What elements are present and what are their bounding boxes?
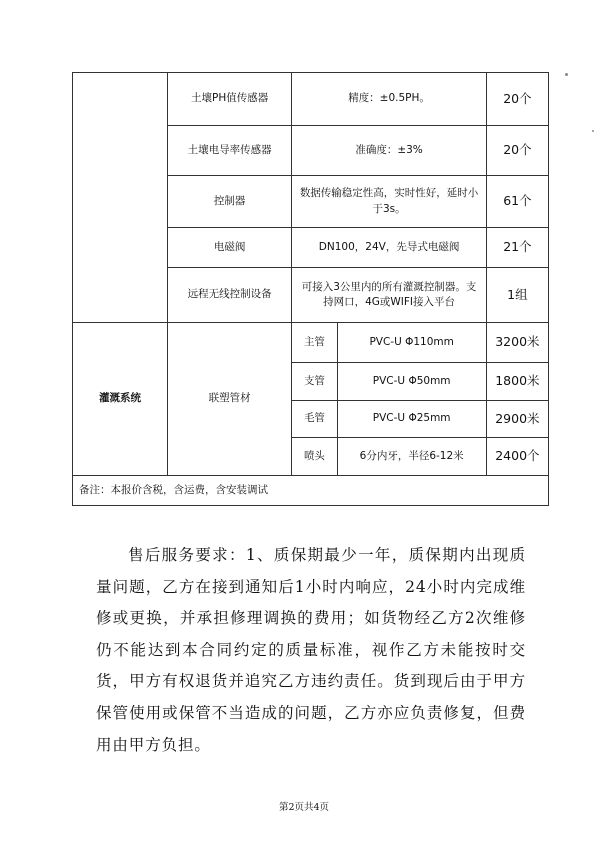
category-irrigation: 灌溉系统 (73, 323, 168, 476)
part-spec: 6分内牙，半径6-12米 (337, 438, 486, 476)
part-spec: PVC-U Φ110mm (337, 323, 486, 363)
scan-speck (592, 130, 594, 132)
item-name: 联塑管材 (167, 323, 291, 476)
item-spec: 数据传输稳定性高，实时性好，延时小于3s。 (292, 176, 486, 228)
part-name: 毛管 (292, 401, 337, 438)
after-sales-paragraph: 售后服务要求：1、质保期最少一年，质保期内出现质量问题，乙方在接到通知后1小时内响应，24小时内完成维修或更换，并承担修理调换的费用；如货物经乙方2次维修仍不能达到本合同约定的质量标准，视作乙方未能按时交货，甲方有权退货并追究乙方违约责任。货到现后由于甲方保管使用或保管不当造成的问题，乙方亦应负责修复，但费用由甲方负担。 (96, 546, 526, 754)
table-note: 备注：本报价含税，含运费，含安装调试 (73, 476, 549, 506)
item-name: 土壤电导率传感器 (167, 126, 291, 176)
item-spec: 准确度：±3% (292, 126, 486, 176)
item-name: 土壤PH值传感器 (167, 73, 291, 126)
part-spec: PVC-U Φ50mm (337, 363, 486, 401)
item-qty: 1组 (486, 268, 548, 323)
table-row (73, 73, 549, 126)
part-name: 喷头 (292, 438, 337, 476)
item-spec: 精度：±0.5PH。 (292, 73, 486, 126)
part-qty: 2900米 (486, 401, 548, 438)
item-qty: 21个 (486, 228, 548, 268)
part-qty: 1800米 (486, 363, 548, 401)
item-qty: 20个 (486, 126, 548, 176)
part-spec: PVC-U Φ25mm (337, 401, 486, 438)
part-qty: 3200米 (486, 323, 548, 363)
item-spec: 可接入3公里内的所有灌溉控制器。支持网口，4G或WIFI接入平台 (292, 268, 486, 323)
page-number: 第2页共4页 (278, 802, 330, 813)
empty-category-cell (73, 73, 168, 323)
part-name: 支管 (292, 363, 337, 401)
item-name: 电磁阀 (167, 228, 291, 268)
quotation-table (72, 72, 549, 506)
part-qty: 2400个 (486, 438, 548, 476)
item-name: 控制器 (167, 176, 291, 228)
item-name: 远程无线控制设备 (167, 268, 291, 323)
table-row (73, 476, 549, 506)
scan-speck (565, 73, 568, 76)
part-name: 主管 (292, 323, 337, 363)
item-spec: DN100，24V，先导式电磁阀 (292, 228, 486, 268)
table-row (73, 323, 549, 363)
item-qty: 20个 (486, 73, 548, 126)
item-qty: 61个 (486, 176, 548, 228)
